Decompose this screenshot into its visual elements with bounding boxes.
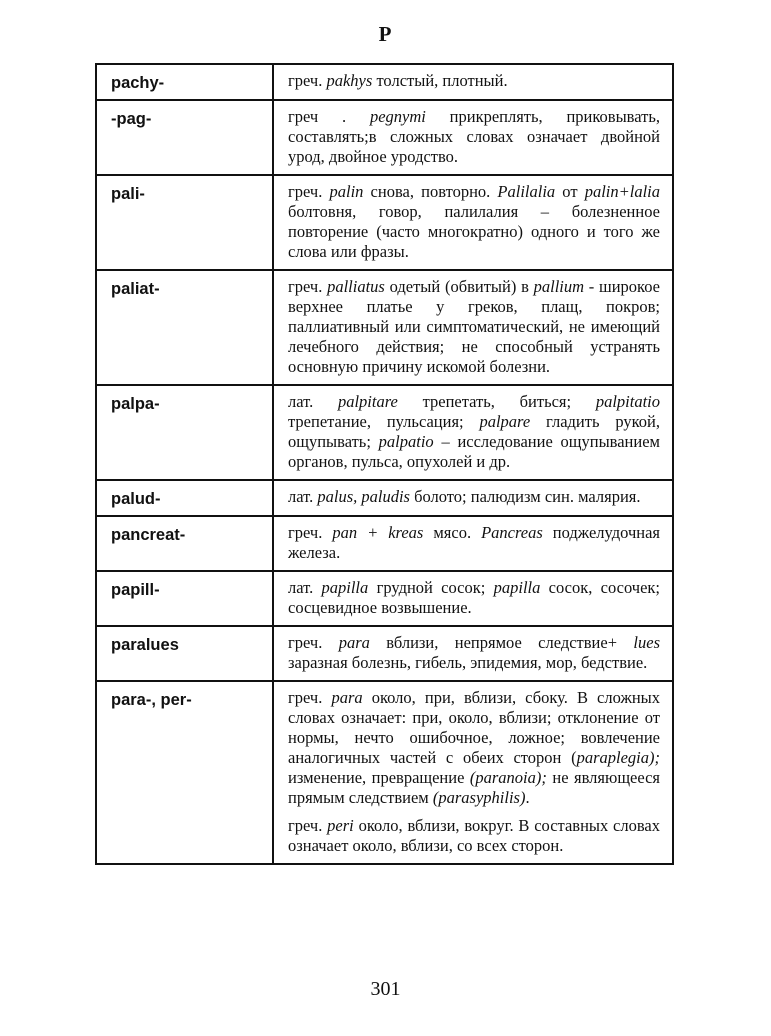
definition-text: около, вблизи, вокруг. В составных словах означает около, вблизи, со всех сторон. [288,816,660,855]
definition-paragraph [288,633,660,673]
definition-text: болтовня, говор, палилалия – болезненное повторение (часто многократно) одного и того же слова или фразы. [288,202,660,261]
entry-definition [273,626,673,681]
page-number: 301 [370,978,401,1000]
definition-paragraph [288,392,660,472]
term-italic: paraplegia); [576,748,660,767]
definition-text: изменение, превращение [288,768,470,787]
definition-text: вблизи, непрямое следствие+ [369,633,634,652]
definition-text: лат. [288,578,322,597]
entry-term: paliat- [96,270,273,385]
definition-text: болото; палюдизм син. малярия. [409,487,641,506]
entry-definition [273,681,673,864]
term-italic: palpitare [337,392,398,411]
dictionary-row [96,571,673,626]
definition-text: греч. [288,277,328,296]
definition-text: заразная болезнь, гибель, эпидемия, мор, бедствие. [288,653,648,672]
term-italic: palpare [479,412,531,431]
definition-paragraph [288,182,660,262]
dictionary-row [96,480,673,516]
definition-text: снова, повторно. [363,182,498,201]
entry-definition [273,64,673,100]
term-italic: Palilalia [497,182,556,201]
term-italic: palliatus [327,277,385,296]
term-italic: palin+lalia [584,182,660,201]
definition-text: лат. [288,487,318,506]
term-italic: para [338,633,370,652]
term-italic: pallium [533,277,585,296]
definition-text: греч. [288,816,328,835]
term-italic: lues [633,633,660,652]
dictionary-table-body [96,64,673,864]
term-italic: Pancreas [481,523,543,542]
definition-paragraph [288,816,660,856]
term-italic: (paranoia); [469,768,547,787]
definition-text: толстый, плотный. [372,71,508,90]
term-italic: papilla [493,578,541,597]
definition-text: поджелудочная железа. [288,523,660,562]
definition-text: греч. [288,633,339,652]
dictionary-row [96,516,673,571]
entry-definition [273,480,673,516]
definition-text: греч. [288,71,327,90]
definition-text: гладить рукой, ощупывать; [288,412,660,451]
term-italic: palpitatio [595,392,660,411]
entry-term: paralues [96,626,273,681]
definition-text: . [525,788,530,807]
term-italic: para [331,688,363,707]
definition-paragraph [288,107,660,167]
term-italic: palpatio [378,432,434,451]
definition-paragraph [288,688,660,808]
entry-term: palud- [96,480,273,516]
term-italic: pegnymi [369,107,426,126]
dictionary-row [96,100,673,175]
definition-text: прикреплять, приковывать, составлять;в сложных словах означает двойной урод, двойное уродство. [288,107,661,166]
definition-text: греч. [288,688,332,707]
definition-text: лат. [288,392,338,411]
dictionary-table [95,63,674,865]
definition-paragraph [288,71,660,91]
dictionary-row [96,681,673,864]
definition-text: греч. [288,182,330,201]
definition-text: греч. [288,523,333,542]
entry-term: -pag- [96,100,273,175]
entry-term: palpa- [96,385,273,480]
entry-term: pachy- [96,64,273,100]
entry-term: para-, per- [96,681,273,864]
term-italic: peri [327,816,354,835]
definition-text: от [555,182,585,201]
definition-text: грудной сосок; [368,578,494,597]
definition-paragraph [288,578,660,618]
definition-paragraph [288,277,660,377]
entry-term: papill- [96,571,273,626]
definition-text: сосок, сосочек; сосцевидное возвышение. [288,578,660,617]
dictionary-row [96,385,673,480]
definition-text: трепетание, пульсация; [288,412,480,431]
term-italic: pan + kreas [332,523,424,542]
term-italic: papilla [321,578,369,597]
definition-paragraph [288,523,660,563]
entry-term: pancreat- [96,516,273,571]
term-italic: palin [329,182,364,201]
entry-definition [273,516,673,571]
definition-text: около, при, вблизи, сбоку. В сложных словах означает: при, около, вблизи; отклонение от нормы, нечто ошибочное, ложное; вовлечение аналогичных частей с обеих сторон ( [288,688,661,767]
term-italic: (parasyphilis) [432,788,526,807]
definition-text: - широкое верхнее платье у греков, плащ, покров; паллиативный или симптоматический, не имеющий лечебного действия; не способный устранять основную причину искомой болезни. [288,277,660,376]
page-header-letter: P [378,22,393,46]
definition-paragraph [288,487,660,507]
entry-definition [273,175,673,270]
dictionary-row [96,175,673,270]
dictionary-row [96,64,673,100]
entry-definition [273,270,673,385]
term-italic: pakhys [326,71,373,90]
definition-text: трепетать, биться; [397,392,596,411]
entry-definition [273,100,673,175]
entry-term: pali- [96,175,273,270]
definition-text: мясо. [423,523,482,542]
definition-text: греч . [288,107,370,126]
entry-definition [273,385,673,480]
entry-definition [273,571,673,626]
definition-text: не являющееся прямым следствием [288,768,660,807]
definition-text: – исследование ощупыванием органов, пульса, опухолей и др. [288,432,660,471]
dictionary-row [96,270,673,385]
term-italic: palus, paludis [317,487,410,506]
definition-text: одетый (обвитый) в [384,277,534,296]
dictionary-row [96,626,673,681]
